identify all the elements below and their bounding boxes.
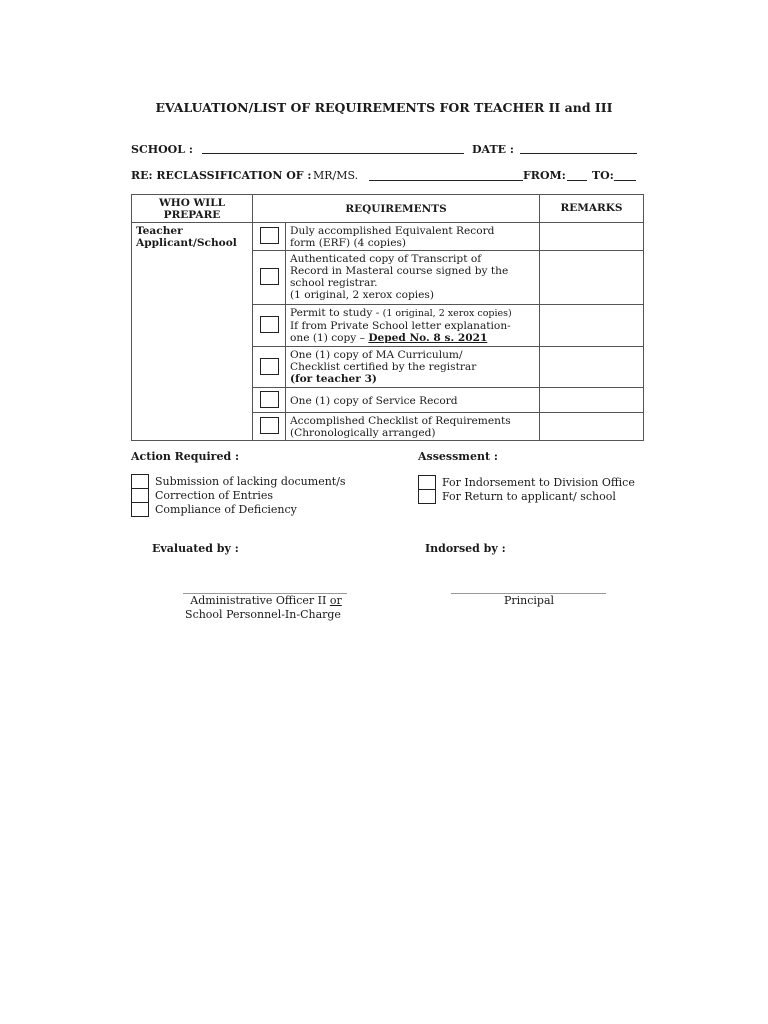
action-option-submission: Submission of lacking document/s: [131, 474, 346, 489]
who-will-prepare-cell: Teacher Applicant/School: [132, 223, 253, 441]
to-field[interactable]: [614, 180, 636, 181]
requirement-text: Duly accomplished Equivalent Record form (ERF) (4 copies): [286, 223, 540, 251]
date-label: DATE :: [472, 143, 514, 156]
from-label: FROM:: [523, 169, 566, 182]
to-label: TO:: [592, 169, 614, 182]
evaluator-title-alt: School Personnel-In-Charge: [185, 608, 341, 621]
page-title: EVALUATION/LIST OF REQUIREMENTS FOR TEACHER II and III: [155, 100, 613, 115]
evaluator-title: Administrative Officer II or: [190, 594, 342, 607]
mrms-text: MR/MS.: [313, 169, 359, 182]
remarks-cell[interactable]: [540, 305, 644, 347]
header-remarks: REMARKS: [540, 195, 644, 223]
requirements-table: [131, 194, 644, 441]
requirement-checkbox[interactable]: [260, 227, 279, 244]
requirement-checkbox[interactable]: [260, 391, 279, 408]
action-checkbox[interactable]: [131, 474, 149, 489]
action-checkbox[interactable]: [131, 488, 149, 503]
action-option-correction: Correction of Entries: [131, 488, 273, 503]
remarks-cell[interactable]: [540, 388, 644, 413]
requirement-checkbox[interactable]: [260, 417, 279, 434]
requirement-checkbox[interactable]: [260, 268, 279, 285]
school-label: SCHOOL :: [131, 143, 193, 156]
action-checkbox[interactable]: [131, 502, 149, 517]
deped-reference: Deped No. 8 s. 2021: [368, 332, 488, 344]
assessment-checkbox[interactable]: [418, 475, 436, 490]
reclassification-label: RE: RECLASSIFICATION OF :: [131, 169, 312, 182]
requirement-checkbox[interactable]: [260, 358, 279, 375]
evaluated-by-label: Evaluated by :: [152, 542, 239, 555]
requirement-text: Permit to study - (1 original, 2 xerox copies) If from Private School letter explanation- one (1) copy – Deped No. 8 s. 2021: [286, 305, 540, 347]
requirement-text: One (1) copy of Service Record: [286, 388, 540, 413]
remarks-cell[interactable]: [540, 223, 644, 251]
remarks-cell[interactable]: [540, 413, 644, 441]
action-required-label: Action Required :: [131, 450, 240, 463]
header-requirements: REQUIREMENTS: [253, 195, 540, 223]
table-header-row: [132, 195, 644, 223]
date-field[interactable]: [520, 153, 637, 154]
action-option-compliance: Compliance of Deficiency: [131, 502, 297, 517]
school-field[interactable]: [202, 153, 464, 154]
requirement-text: Authenticated copy of Transcript of Record in Masteral course signed by the school registrar. (1 original, 2 xerox copies): [286, 251, 540, 305]
header-who-will-prepare: WHO WILL PREPARE: [132, 195, 253, 223]
from-field[interactable]: [567, 180, 587, 181]
requirement-text: One (1) copy of MA Curriculum/ Checklist certified by the registrar (for teacher 3): [286, 347, 540, 388]
table-row: [132, 223, 644, 251]
name-field[interactable]: [369, 180, 523, 181]
requirement-checkbox[interactable]: [260, 316, 279, 333]
indorsed-by-label: Indorsed by :: [425, 542, 506, 555]
remarks-cell[interactable]: [540, 251, 644, 305]
assessment-label: Assessment :: [418, 450, 498, 463]
requirement-text: Accomplished Checklist of Requirements (Chronologically arranged): [286, 413, 540, 441]
assessment-option-return: For Return to applicant/ school: [418, 489, 616, 504]
assessment-option-indorsement: For Indorsement to Division Office: [418, 475, 635, 490]
remarks-cell[interactable]: [540, 347, 644, 388]
assessment-checkbox[interactable]: [418, 489, 436, 504]
principal-title: Principal: [503, 594, 555, 607]
